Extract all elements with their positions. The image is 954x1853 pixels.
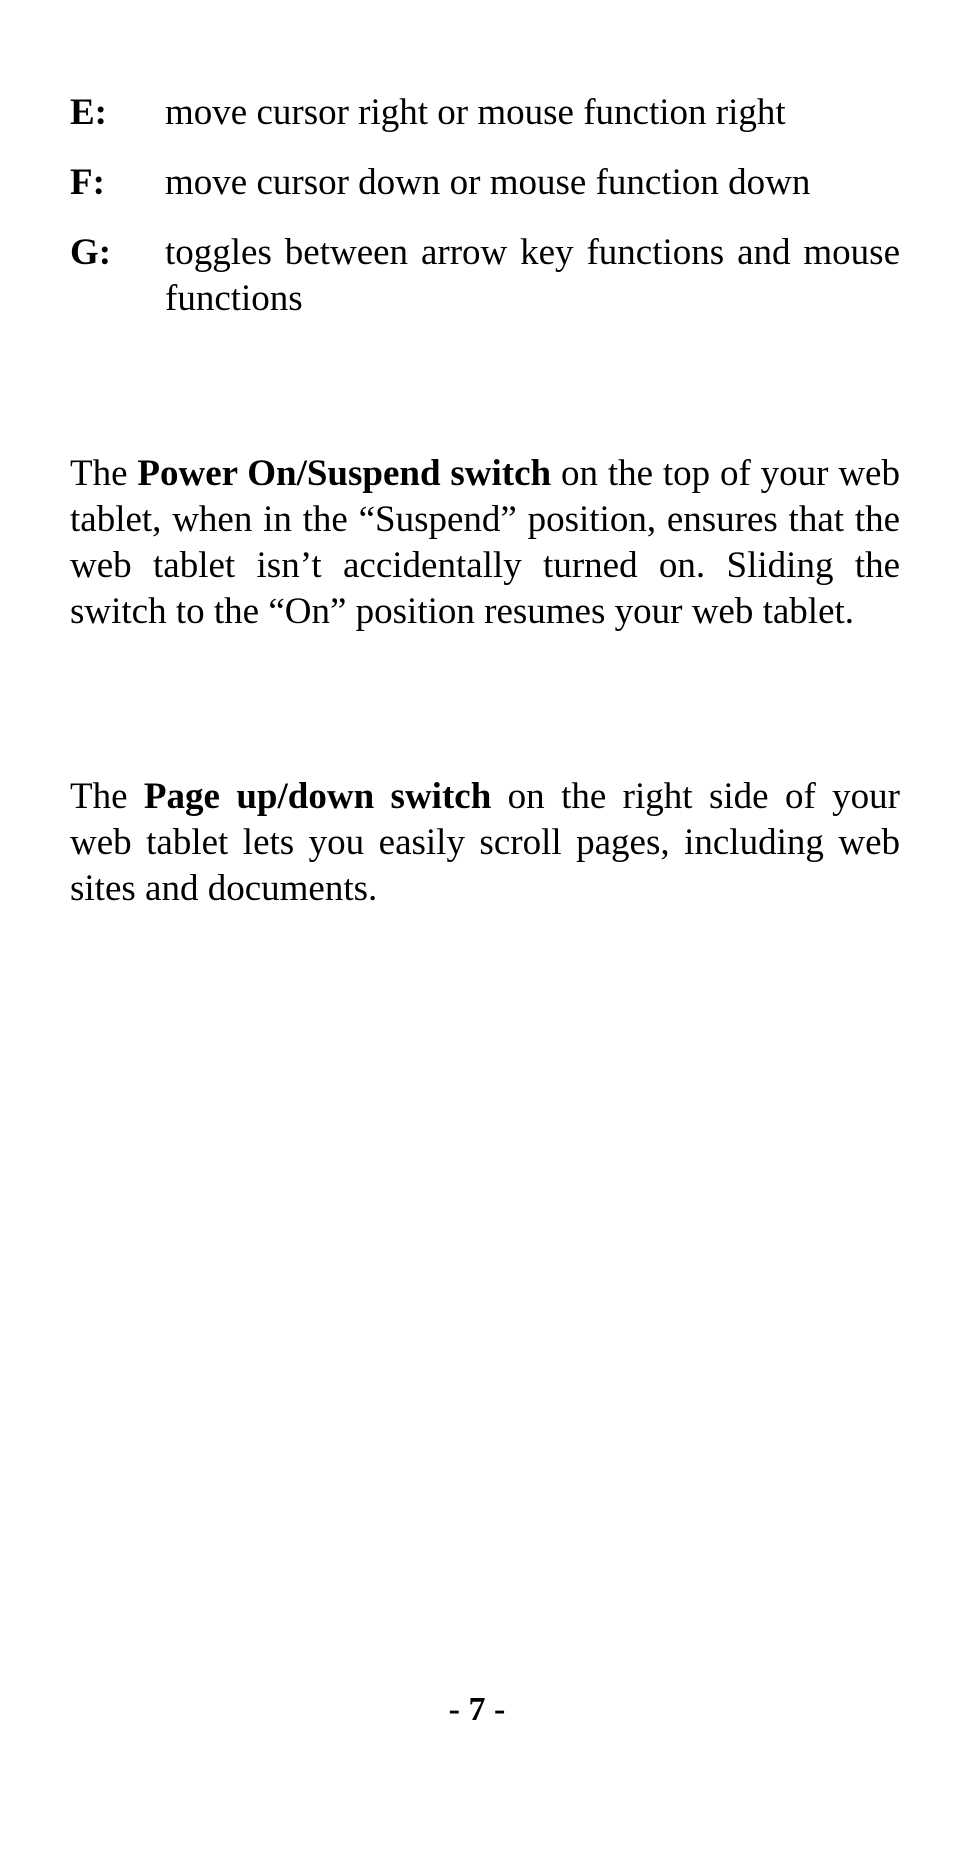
power-switch-term: Power On/Suspend switch (137, 453, 552, 494)
paragraph-intro: The (70, 453, 138, 494)
key-description: move cursor right or mouse function right (165, 92, 786, 133)
page-switch-paragraph (70, 774, 900, 912)
paragraph-body: on the right side of your web tablet lets you easily scroll pages, including web sites and documents. (70, 776, 900, 909)
key-label: E: (70, 92, 107, 133)
key-description: toggles between arrow key functions and mouse functions (165, 232, 900, 319)
key-label: G: (70, 232, 112, 273)
paragraph-body: on the top of your web tablet, when in the “Suspend” position, ensures that the web tablet isn’t accidentally turned on. Sliding the switch to the “On” position resumes your web tablet. (70, 453, 900, 632)
power-switch-paragraph (70, 451, 900, 635)
page-number: - 7 - (448, 1691, 506, 1728)
key-label: F: (70, 162, 105, 203)
page-switch-term: Page up/down switch (143, 776, 492, 817)
paragraph-intro: The (70, 776, 144, 817)
key-description: move cursor down or mouse function down (165, 162, 811, 203)
